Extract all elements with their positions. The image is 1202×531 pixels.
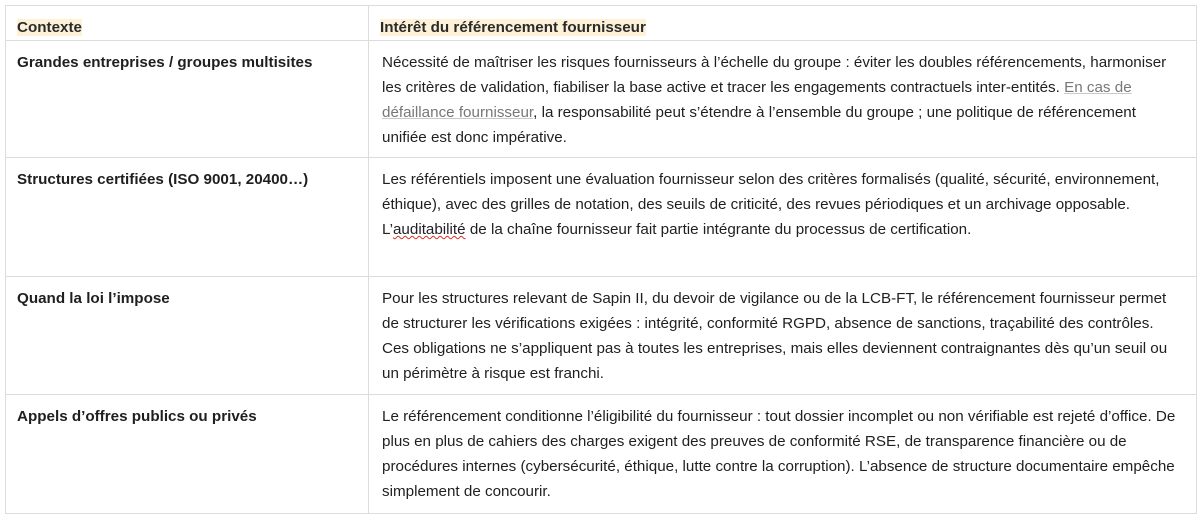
row-interest-text-part: de la chaîne fournisseur fait partie intégrante du processus de certification.	[465, 221, 972, 238]
table-row	[6, 41, 1197, 158]
header-label-context: Contexte	[17, 19, 82, 36]
header-cell-interest	[369, 6, 1197, 41]
row-context-label: Grandes entreprises / groupes multisites	[6, 41, 369, 158]
row-interest-text: Pour les structures relevant de Sapin II, du devoir de vigilance ou de la LCB-FT, le référencement fournisseur permet de structurer les vérifications exigées : intégrité, conformité RGPD, absence de sanctions, traçabilité des contrôles. Ces obligations ne s’appliquent pas à toutes les entreprises, mais elles deviennent contraignantes dès qu’un seuil ou un périmètre à risque est franchi.	[369, 277, 1197, 395]
table-row	[6, 395, 1197, 514]
header-label-interest: Intérêt du référencement fournisseur	[380, 19, 646, 36]
row-interest-text-part: Nécessité de maîtriser les risques fournisseurs à l’échelle du groupe : éviter les doubles référencements, harmoniser les critères de validation, fiabiliser la base active et tracer les engagements contractuels inter-entités.	[382, 54, 1167, 96]
header-cell-context	[6, 6, 369, 41]
table-row	[6, 158, 1197, 277]
table-header-row	[6, 6, 1197, 41]
row-context-label: Structures certifiées (ISO 9001, 20400…)	[6, 158, 369, 277]
table-row	[6, 277, 1197, 395]
comparison-table	[5, 5, 1197, 514]
row-interest-text	[369, 158, 1197, 277]
failure-link[interactable]: En cas de défaillance fournisseur	[382, 79, 1132, 121]
row-interest-text-part: , la responsabilité peut s’étendre à l’ensemble du groupe ; une politique de référencement unifiée est donc impérative.	[382, 104, 1136, 146]
row-context-label: Quand la loi l’impose	[6, 277, 369, 395]
row-interest-text	[369, 41, 1197, 158]
spellcheck-flagged-word[interactable]: auditabilité	[392, 221, 466, 238]
row-interest-text: Le référencement conditionne l’éligibilité du fournisseur : tout dossier incomplet ou non vérifiable est rejeté d’office. De plus en plus de cahiers des charges exigent des preuves de conformité RSE, de transparence financière ou de procédures internes (cybersécurité, éthique, lutte contre la corruption). L’absence de structure documentaire empêche simplement de concourir.	[369, 395, 1197, 514]
comparison-table-container	[5, 5, 1196, 514]
row-context-label: Appels d’offres publics ou privés	[6, 395, 369, 514]
row-interest-text-part: Les référentiels imposent une évaluation fournisseur selon des critères formalisés (qualité, sécurité, environnement, éthique), avec des grilles de notation, des seuils de criticité, des revues périodiques et un archivage opposable. L’	[382, 171, 1160, 238]
